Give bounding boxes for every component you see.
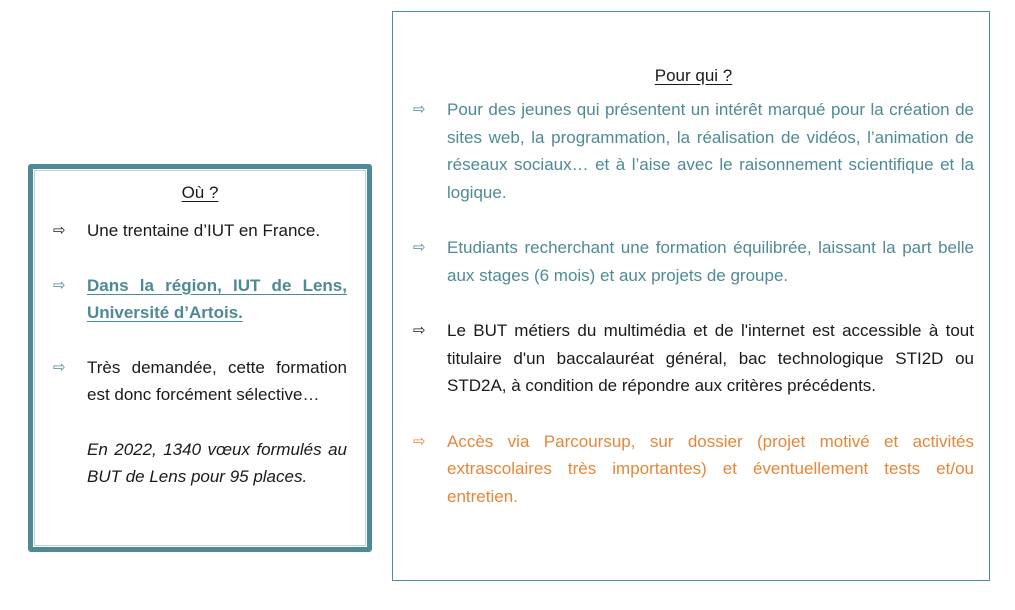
- right-arrow-outline-icon: ⇨: [413, 100, 426, 118]
- for-whom-title: Pour qui ?: [654, 66, 733, 85]
- location-link[interactable]: Dans la région, IUT de Lens, Université d’Artois.: [87, 275, 347, 322]
- for-whom-item: [413, 428, 974, 511]
- for-whom-item-text: Etudiants recherchant une formation équilibrée, laissant la part belle aux stages (6 mois) et aux projets de groupe.: [447, 238, 974, 285]
- right-arrow-outline-icon: ⇨: [53, 357, 66, 376]
- right-arrow-outline-icon: ⇨: [53, 275, 66, 294]
- for-whom-panel: [392, 11, 990, 581]
- right-arrow-outline-icon: ⇨: [413, 431, 426, 450]
- for-whom-item-text: Le BUT métiers du multimédia et de l'internet est accessible à tout titulaire d'un baccalauréat général, bac technologique STI2D ou STD2A, à condition de répondre aux critères précédents.: [447, 321, 974, 395]
- applications-note: En 2022, 1340 vœux formulés au BUT de Lens pour 95 places.: [87, 439, 347, 486]
- for-whom-item: [413, 317, 974, 400]
- where-item: [53, 272, 347, 327]
- for-whom-item-text: Accès via Parcoursup, sur dossier (projet motivé et activités extrascolaires très importantes) et éventuellement tests et/ou entretien.: [447, 431, 974, 506]
- where-item: [53, 354, 347, 491]
- for-whom-item: [413, 234, 974, 289]
- where-item: [53, 217, 347, 245]
- right-arrow-outline-icon: ⇨: [53, 221, 66, 239]
- where-item-content: [87, 354, 347, 491]
- right-arrow-outline-icon: ⇨: [413, 321, 426, 339]
- right-arrow-outline-icon: ⇨: [413, 238, 426, 256]
- where-item-text: Très demandée, cette formation est donc forcément sélective…: [87, 357, 347, 404]
- for-whom-item: [413, 96, 974, 206]
- where-item-text: Une trentaine d’IUT en France.: [87, 221, 321, 240]
- where-panel: [28, 164, 372, 552]
- for-whom-item-text: Pour des jeunes qui présentent un intérêt marqué pour la création de sites web, la programmation, la réalisation de vidéos, l’animation de réseaux sociaux… et à l’aise avec le raisonnement scientifique et la logique.: [447, 100, 974, 202]
- where-title: Où ?: [181, 183, 219, 202]
